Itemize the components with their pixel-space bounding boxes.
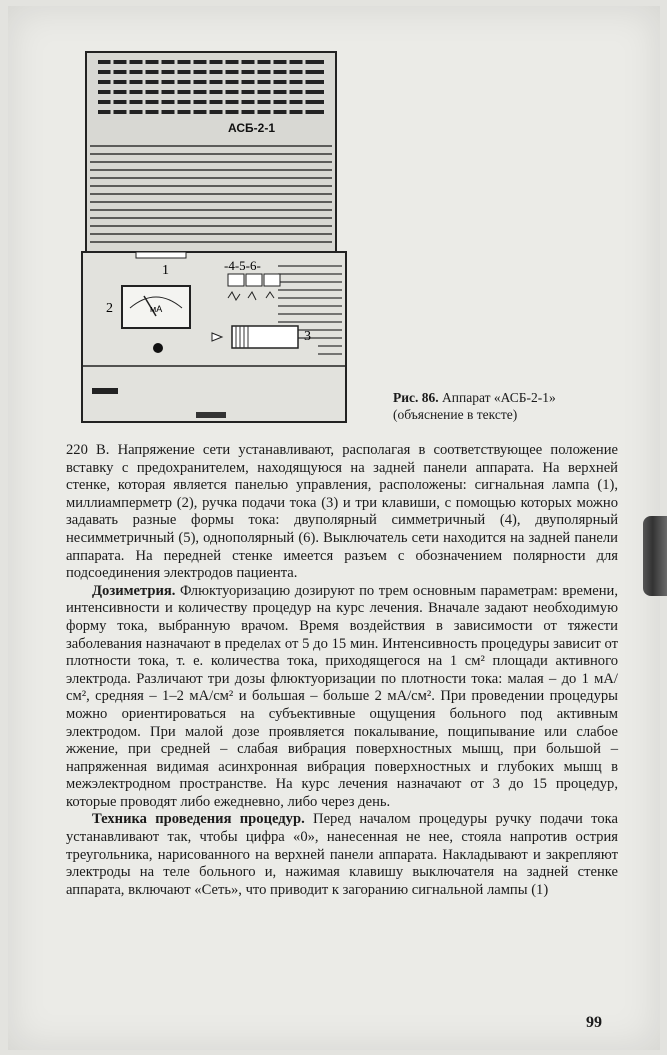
- device-label: АСБ-2-1: [228, 121, 275, 135]
- callout-2: 2: [106, 301, 113, 316]
- callout-1: 1: [162, 263, 169, 278]
- front-socket: [196, 412, 226, 418]
- paragraph-dosimetry: [66, 583, 618, 812]
- figure-note: (объяснение в тексте): [393, 407, 518, 422]
- callout-3: 3: [304, 329, 311, 344]
- body-text: [66, 442, 618, 899]
- device-illustration: [78, 46, 358, 426]
- paragraph-technique: [66, 811, 618, 899]
- page-number: 99: [586, 1014, 602, 1031]
- chapter-thumb-tab: [643, 516, 667, 596]
- meter-unit: мА: [150, 304, 163, 314]
- figure-86: [78, 46, 358, 426]
- heading-dosimetry: Дозиметрия.: [92, 582, 176, 599]
- signal-lamp: [136, 252, 186, 258]
- figure-title: Аппарат «АСБ-2-1»: [442, 390, 556, 405]
- paragraph-technique-text: Перед началом процедуры ручку подачи тока устанавливают так, чтобы цифра «0», нанесенная не нее, стояла напротив острия треугольника, нарисованного на верхней панели аппарата. Накладывают и закрепляют электроды на теле больного и, нажимая клавишу выключателя на задней стенке аппарата, включают «Сеть», что приводит к загоранию сигнальной лампы (1): [66, 811, 618, 898]
- paragraph-dosimetry-text: Флюктуоризацию дозируют по трем основным параметрам: времени, интенсивности и количеству процедур на курс лечения. Вначале задают необходимую форму тока, выбранную врачом. Время воздействия в зависимости от тяжести заболевания назначают в пределах от 5 до 15 мин. Интенсивность процедуры зависит от плотности тока, т. е. количества тока, приходящегося на 1 см² площади активного электрода. Различают три дозы флюктуоризации по плотности тока: малая – до 1 мА/см², средняя – 1–2 мА/см² и большая – больше 2 мА/см². При проведении процедуры можно ориентироваться на субъективные ощущения больного под активным электродом. При малой дозе проявляется покалывание, пощипывание или слабое жжение, при средней – слабая вибрация поверхностных мышц, при большой – напряженная видимая асинхронная вибрация поверхностных и глубоких мышц в межэлектродном пространстве. На курс лечения назначают от 3 до 15 процедур, которые проводят либо ежедневно, либо через день.: [66, 582, 618, 810]
- current-knob: [232, 326, 298, 348]
- paragraph-1: 220 В. Напряжение сети устанавливают, располагая в соответствующее положение вставку с предохранителем, находящуюся на задней панели аппарата. На верхней стенке, которая является панелью управления, расположены: сигнальная лампа (1), миллиамперметр (2), ручка подачи тока (3) и три клавиши, с помощью которых можно задавать разные формы тока: двуполярный симметричный (4), двуполярный несимметричный (5), однополярный (6). Выключатель сети находится на задней панели аппарата. На передней стенке имеется разъем с обозначением полярности для подсоединения электродов пациента.: [66, 442, 618, 582]
- front-connector: [92, 388, 118, 394]
- callout-4-5-6: -4-5-6-: [224, 258, 261, 273]
- heading-technique: Техника проведения процедур.: [92, 811, 305, 828]
- figure-caption: [393, 389, 633, 423]
- panel-knob-dot: [153, 343, 163, 353]
- book-page: [8, 6, 660, 1050]
- figure-number: Рис. 86.: [393, 390, 439, 405]
